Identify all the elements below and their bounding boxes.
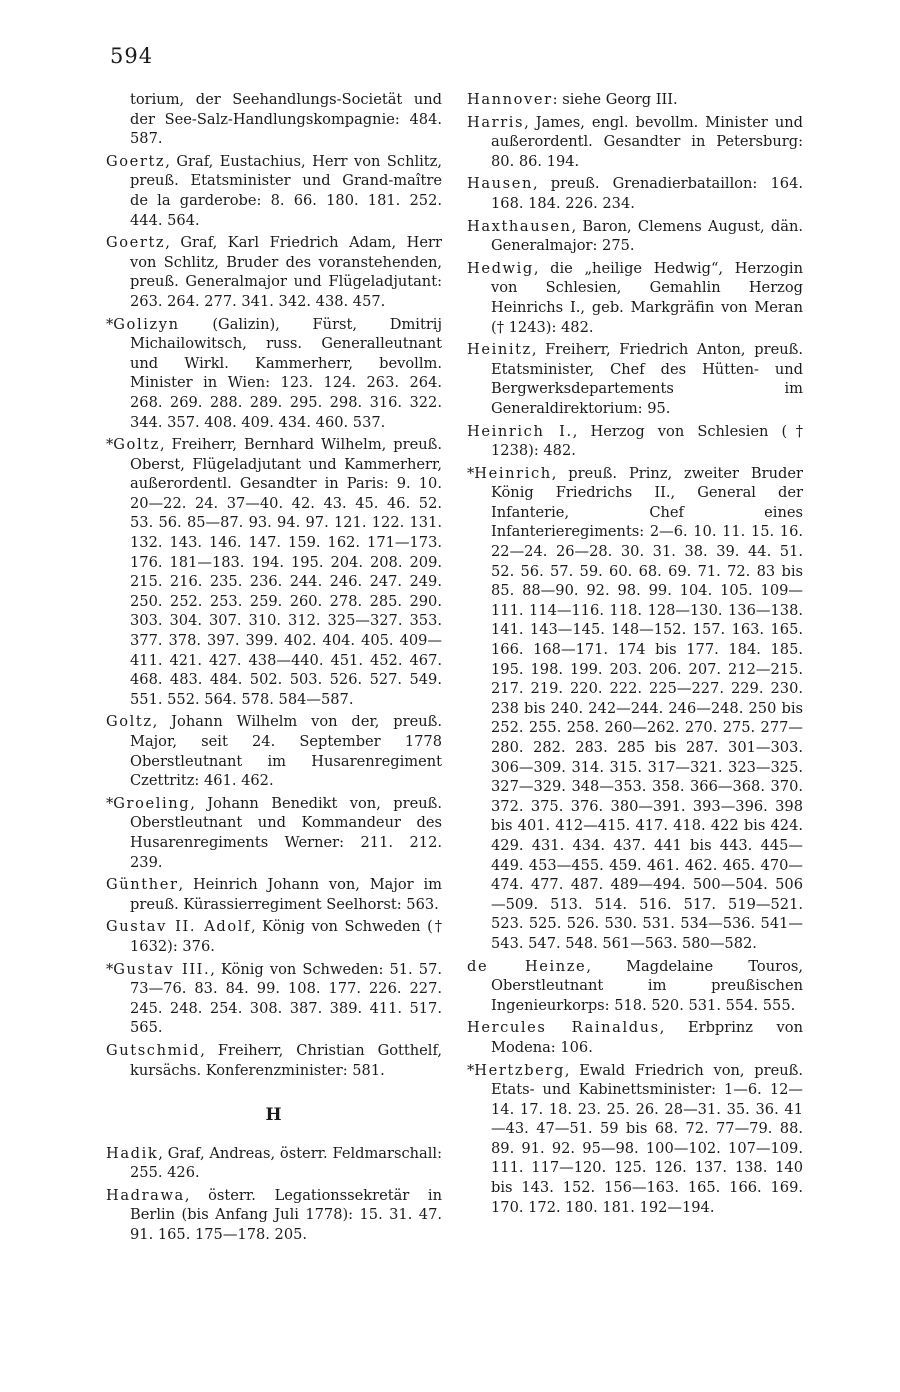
entry-text: , James, engl. bevollm. Minister und außerordentl. Gesandter in Petersburg: 80. 86. 194. (491, 113, 803, 170)
index-entry (467, 217, 803, 256)
entry-text: , Freiherr, Friedrich Anton, preuß. Etatsminister, Chef des Hütten- und Bergwerksdepartements im Generaldirektorium: 95. (491, 341, 803, 417)
index-entry (467, 464, 803, 954)
entry-headword: Goltz (113, 436, 160, 454)
entry-text: , Baron, Clemens August, dän. Generalmajor: 275. (491, 217, 803, 255)
index-entry (106, 875, 442, 914)
entry-headword: Goertz (106, 234, 166, 252)
asterisk-marker: * (467, 1061, 475, 1079)
entry-headword: Hedwig (467, 259, 534, 277)
index-entry (106, 1041, 442, 1080)
entry-text: , preuß. Prinz, zweiter Bruder König Friedrichs II., General der Infanterie, Chef eines Infanterieregiments: 2—6. 10. 11. 15. 16. 22—24. 26—28. 30. 31. 38. 39. 44. 51. 52. 56. 57. 59. 60. 68. 69. 71. 72. 83 bis 85. 88—90. 92. 98. 99. 104. 105. 109—111. 114—116. 118. 128—130. 136—138. 141. 143—145. 148—152. 157. 163. 165. 166. 168—171. 174 bis 177. 184. 185. 195. 198. 199. 203. 206. 207. 212—215. 217. 219. 220. 222. 225—227. 229. 230. 238 bis 240. 242—244. 246—248. 250 bis 252. 255. 258. 260—262. 270. 275. 277—280. 282. 283. 285 bis 287. 301—303. 306—309. 314. 315. 317—321. 323—325. 327—329. 348—353. 358. 366—368. 370. 372. 375. 376. 380—391. 393—396. 398 bis 401. 412—415. 417. 418. 422 bis 424. 429. 431. 434. 437. 441 bis 443. 445—449. 453—455. 459. 461. 462. 465. 470—474. 477. 487. 489—494. 500—504. 506—509. 513. 514. 516. 517. 519—521. 523. 525. 526. 530. 531. 534—536. 541—543. 547. 548. 561—563. 580—582. (491, 464, 803, 952)
entry-text: , Graf, Karl Friedrich Adam, Herr von Schlitz, Bruder des voranstehenden, preuß. Generalmajor und Flügeladjutant: 263. 264. 277. 341. 342. 438. 457. (130, 234, 442, 310)
entry-headword: Hertzberg (474, 1061, 565, 1079)
entry-headword: Harris (467, 113, 525, 131)
entry-headword: Goertz (106, 152, 166, 170)
entry-headword: Hadik (106, 1144, 159, 1162)
index-entry (467, 957, 803, 1016)
entry-headword: Hercules Rainaldus (467, 1019, 660, 1037)
entry-text: , Johann Wilhelm von der, preuß. Major, seit 24. September 1778 Oberstleutnant im Husarenregiment Czettritz: 461. 462. (130, 713, 442, 790)
entry-list-left (106, 90, 442, 1080)
entry-headword: Günther (106, 876, 179, 894)
entry-text: torium, der Seehandlungs-Societät und der See-Salz-Handlungskompagnie: 484. 587. (130, 91, 442, 148)
entry-headword: Haxthausen (467, 217, 572, 235)
index-entry (106, 1144, 442, 1183)
entry-list-right (467, 90, 803, 1217)
entry-list-left-after (106, 1144, 442, 1245)
entry-headword: Heinrich I. (467, 422, 573, 440)
entry-text: , Ewald Friedrich von, preuß. Etats- und Kabinettsminister: 1—6. 12—14. 17. 18. 23. 25. 26. 28—31. 35. 36. 41—43. 47—51. 59 bis 68. 72. 77—79. 88. 89. 91. 92. 95—98. 100—102. 107—109. 111. 117—120. 125. 126. 137. 138. 140 bis 143. 152. 156—163. 165. 166. 169. 170. 172. 180. 181. 192—194. (491, 1061, 803, 1216)
entry-headword: Gustav III. (113, 960, 211, 978)
entry-text: , König von Schweden († 1632): 376. (130, 918, 442, 955)
entry-text: , Graf, Eustachius, Herr von Schlitz, preuß. Etatsminister und Grand-maître de la garderobe: 8. 66. 180. 181. 252. 444. 564. (130, 152, 442, 229)
index-entry (467, 340, 803, 418)
asterisk-marker: * (467, 464, 475, 482)
entry-text: , Heinrich Johann von, Major im preuß. Kürassierregiment Seelhorst: 563. (130, 876, 442, 913)
index-entry (106, 917, 442, 956)
index-entry (467, 259, 803, 337)
entry-headword: Gustav II. Adolf (106, 918, 251, 936)
entry-text: , Erbprinz von Modena: 106. (491, 1019, 803, 1056)
entry-text: , die „heilige Hedwig“, Herzogin von Schlesien, Gemahlin Herzog Heinrichs I., geb. Markgräfin von Meran († 1243): 482. (491, 259, 803, 336)
index-entry (106, 712, 442, 790)
entry-headword: Heinitz (467, 341, 532, 359)
index-column-left (106, 90, 442, 1248)
index-entry (106, 90, 442, 149)
entry-headword: de Heinze (467, 957, 587, 975)
index-entry (467, 1018, 803, 1057)
entry-headword: Hadrawa (106, 1186, 185, 1204)
index-entry (106, 152, 442, 230)
index-entry (106, 233, 442, 311)
entry-headword: Gutschmid (106, 1041, 201, 1059)
entry-text: (Galizin), Fürst, Dmitrij Michailowitsch, russ. Generalleutnant und Wirkl. Kammerherr, bevollm. Minister in Wien: 123. 124. 263. 264. 268. 269. 288. 289. 295. 298. 316. 322. 344. 357. 408. 409. 434. 460. 537. (130, 315, 442, 431)
index-entry (106, 794, 442, 872)
index-entry (106, 315, 442, 433)
asterisk-marker: * (106, 436, 114, 454)
entry-text: , König von Schweden: 51. 57. 73—76. 83. 84. 99. 108. 177. 226. 227. 245. 248. 254. 308. 387. 389. 411. 517. 565. (130, 960, 442, 1037)
index-entry (106, 960, 442, 1038)
index-entry (467, 174, 803, 213)
page-number: 594 (110, 44, 154, 68)
index-column-right (467, 90, 803, 1220)
asterisk-marker: * (106, 794, 114, 812)
asterisk-marker: * (106, 960, 114, 978)
index-entry (467, 113, 803, 172)
section-heading: H (265, 1105, 283, 1126)
entry-text: , preuß. Grenadierbataillon: 164. 168. 184. 226. 234. (491, 175, 803, 212)
entry-text: , Johann Benedikt von, preuß. Oberstleutnant und Kommandeur des Husarenregiments Werner: 211. 212. 239. (130, 794, 442, 871)
index-entry (467, 422, 803, 461)
entry-headword: Golizyn (113, 315, 180, 333)
entry-text: , österr. Legationssekretär in Berlin (bis Anfang Juli 1778): 15. 31. 47. 91. 165. 175—178. 205. (130, 1186, 442, 1244)
entry-text: , Freiherr, Christian Gotthelf, kursächs. Konferenzminister: 581. (130, 1041, 442, 1079)
entry-text: , Graf, Andreas, österr. Feldmarschall: 255. 426. (130, 1144, 442, 1182)
asterisk-marker: * (106, 315, 114, 333)
entry-text: , Herzog von Schlesien († 1238): 482. (491, 422, 803, 460)
entry-text: , Freiherr, Bernhard Wilhelm, preuß. Oberst, Flügeladjutant und Kammerherr, außerordentl. Gesandter in Paris: 9. 10. 20—22. 24. 37—40. 42. 43. 45. 46. 52. 53. 56. 85—87. 93. 94. 97. 121. 122. 131. 132. 143. 146. 147. 159. 162. 171—173. 176. 181—183. 194. 195. 204. 208. 209. 215. 216. 235. 236. 244. 246. 247. 249. 250. 252. 253. 259. 260. 278. 285. 290. 303. 304. 307. 310. 312. 325—327. 353. 377. 378. 397. 399. 402. 404. 405. 409—411. 421. 427. 438—440. 451. 452. 467. 468. 483. 484. 502. 503. 526. 527. 549. 551. 552. 564. 578. 584—587. (130, 436, 442, 708)
index-entry (467, 90, 803, 110)
entry-headword: Goltz (106, 713, 153, 731)
entry-headword: Heinrich (474, 464, 552, 482)
entry-headword: Hannover (467, 91, 553, 108)
entry-headword: Groeling (113, 794, 191, 812)
index-entry (106, 435, 442, 709)
entry-text: : siehe Georg III. (552, 91, 678, 108)
index-entry (106, 1186, 442, 1245)
entry-text: , Magdelaine Touros, Oberstleutnant im preußischen Ingenieurkorps: 518. 520. 531. 554. 555. (491, 957, 803, 1014)
entry-headword: Hausen (467, 175, 533, 193)
index-entry (467, 1061, 803, 1218)
